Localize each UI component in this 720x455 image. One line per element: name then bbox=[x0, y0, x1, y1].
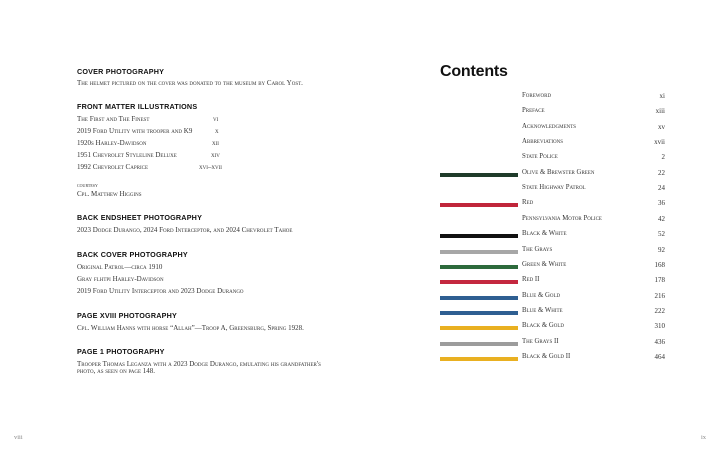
toc-entry-label: Black & White bbox=[522, 230, 567, 238]
toc-entry[interactable] bbox=[440, 123, 665, 135]
back-endsheet-heading: BACK ENDSHEET PHOTOGRAPHY bbox=[77, 213, 203, 222]
back-cover-item: Gray flhtpi Harley-Davidson bbox=[77, 275, 164, 283]
back-cover-item: Original Patrol—circa 1910 bbox=[77, 263, 163, 271]
toc-color-bar bbox=[440, 280, 518, 284]
toc-entry-page: 464 bbox=[654, 352, 665, 361]
toc-entry[interactable] bbox=[440, 107, 665, 119]
toc-entry-page: xi bbox=[659, 92, 665, 100]
toc-entry-label: Red II bbox=[522, 276, 540, 284]
toc-entry-page: 178 bbox=[654, 276, 665, 285]
front-matter-item: 1920s Harley-Davidson bbox=[77, 139, 147, 147]
toc-entry-label: Preface bbox=[522, 107, 545, 115]
toc-entry[interactable] bbox=[440, 199, 665, 211]
toc-entry-label: State Highway Patrol bbox=[522, 184, 586, 192]
courtesy-label: courtesy bbox=[77, 183, 98, 189]
toc-entry-page: 310 bbox=[654, 322, 665, 331]
front-matter-heading: FRONT MATTER ILLUSTRATIONS bbox=[77, 102, 198, 111]
toc-entry-page: 216 bbox=[654, 291, 665, 300]
toc-entry-label: Black & Gold bbox=[522, 322, 565, 330]
toc-entry-label: The Grays bbox=[522, 245, 553, 253]
back-cover-heading: BACK COVER PHOTOGRAPHY bbox=[77, 250, 188, 259]
toc-entry[interactable] bbox=[440, 92, 665, 104]
page-xviii-heading: PAGE XVIII PHOTOGRAPHY bbox=[77, 311, 177, 320]
front-matter-item: The First and The Finest bbox=[77, 115, 150, 123]
front-matter-item: 1992 Chevrolet Caprice bbox=[77, 163, 149, 171]
toc-entry[interactable] bbox=[440, 184, 665, 196]
toc-entry[interactable] bbox=[440, 353, 665, 365]
right-folio: ix bbox=[700, 434, 706, 441]
toc-entry-label: The Grays II bbox=[522, 337, 559, 345]
toc-entry-page: xvii bbox=[654, 138, 665, 147]
toc-entry-page: 22 bbox=[658, 168, 665, 177]
front-matter-page: xiv bbox=[211, 151, 220, 159]
toc-entry-label: Foreword bbox=[522, 92, 552, 99]
front-matter-page: xvi–xvii bbox=[199, 163, 222, 171]
toc-entry-label: Abbreviations bbox=[522, 138, 564, 146]
toc-color-bar bbox=[440, 296, 518, 300]
toc-entry-page: 36 bbox=[658, 199, 665, 208]
page-1-text-line1: Trooper Thomas Leganza with a 2023 Dodge Durango, emulating his grandfather's bbox=[77, 360, 321, 368]
toc-entry-page: xiii bbox=[655, 107, 665, 116]
toc-entry-label: Blue & Gold bbox=[522, 291, 561, 299]
back-endsheet-text: 2023 Dodge Durango, 2024 Ford Interceptor, and 2024 Chevrolet Tahoe bbox=[77, 226, 293, 234]
back-cover-item: 2019 Ford Utility Interceptor and 2023 Dodge Durango bbox=[77, 287, 244, 295]
toc-entry[interactable] bbox=[440, 338, 665, 350]
toc-entry-label: Green & White bbox=[522, 260, 567, 268]
toc-entry-label: Black & Gold II bbox=[522, 352, 571, 360]
toc-color-bar bbox=[440, 326, 518, 330]
front-matter-page: vi bbox=[213, 115, 219, 123]
toc-entry-page: 168 bbox=[654, 260, 665, 269]
toc-entry-page: 42 bbox=[658, 214, 665, 223]
front-matter-page: x bbox=[215, 127, 219, 135]
toc-entry[interactable] bbox=[440, 246, 665, 258]
toc-color-bar bbox=[440, 357, 518, 361]
page-xviii-text: Cpl. William Hanns with horse “Allah”—Troop A, Greensburg, Spring 1928. bbox=[77, 324, 304, 332]
contents-title: Contents bbox=[440, 63, 508, 80]
toc-entry[interactable] bbox=[440, 153, 665, 165]
page-1-text-line2: photo, as seen on page 148. bbox=[77, 367, 156, 375]
cover-photography-text: The helmet pictured on the cover was donated to the museum by Carol Yost. bbox=[77, 79, 303, 87]
toc-color-bar bbox=[440, 250, 518, 254]
front-matter-page: xii bbox=[212, 139, 219, 147]
toc-entry[interactable] bbox=[440, 169, 665, 181]
toc-color-bar bbox=[440, 203, 518, 207]
toc-entry-page: 2 bbox=[661, 153, 665, 162]
toc-entry-label: Olive & Brewster Green bbox=[522, 168, 595, 176]
toc-entry-label: State Police bbox=[522, 153, 558, 161]
toc-entry-page: 222 bbox=[654, 306, 665, 315]
toc-entry-page: xv bbox=[658, 122, 665, 131]
toc-entry-page: 436 bbox=[654, 337, 665, 346]
toc-entry[interactable] bbox=[440, 138, 665, 150]
page-1-heading: PAGE 1 PHOTOGRAPHY bbox=[77, 347, 165, 356]
toc-entry[interactable] bbox=[440, 307, 665, 319]
toc-entry-label: Pennsylvania Motor Police bbox=[522, 214, 602, 222]
toc-entry[interactable] bbox=[440, 230, 665, 242]
toc-entry[interactable] bbox=[440, 322, 665, 334]
toc-entry-label: Acknowledgments bbox=[522, 122, 577, 130]
front-matter-item: 1951 Chevrolet Styleline Deluxe bbox=[77, 151, 177, 159]
toc-entry[interactable] bbox=[440, 261, 665, 273]
cover-photography-heading: COVER PHOTOGRAPHY bbox=[77, 67, 165, 76]
toc-color-bar bbox=[440, 342, 518, 346]
toc-color-bar bbox=[440, 265, 518, 269]
toc-entry-label: Blue & White bbox=[522, 306, 563, 314]
toc-color-bar bbox=[440, 173, 518, 177]
toc-entry[interactable] bbox=[440, 276, 665, 288]
toc-entry-label: Red bbox=[522, 199, 534, 207]
toc-entry[interactable] bbox=[440, 215, 665, 227]
toc-entry-page: 52 bbox=[658, 230, 665, 239]
left-folio: viii bbox=[14, 434, 23, 441]
toc-entry[interactable] bbox=[440, 292, 665, 304]
courtesy-name: Cpl. Matthew Higgins bbox=[77, 190, 142, 198]
toc-color-bar bbox=[440, 234, 518, 238]
toc-entry-page: 92 bbox=[658, 245, 665, 254]
toc-color-bar bbox=[440, 311, 518, 315]
front-matter-item: 2019 Ford Utility with trooper and K9 bbox=[77, 127, 193, 135]
toc-entry-page: 24 bbox=[658, 184, 665, 193]
